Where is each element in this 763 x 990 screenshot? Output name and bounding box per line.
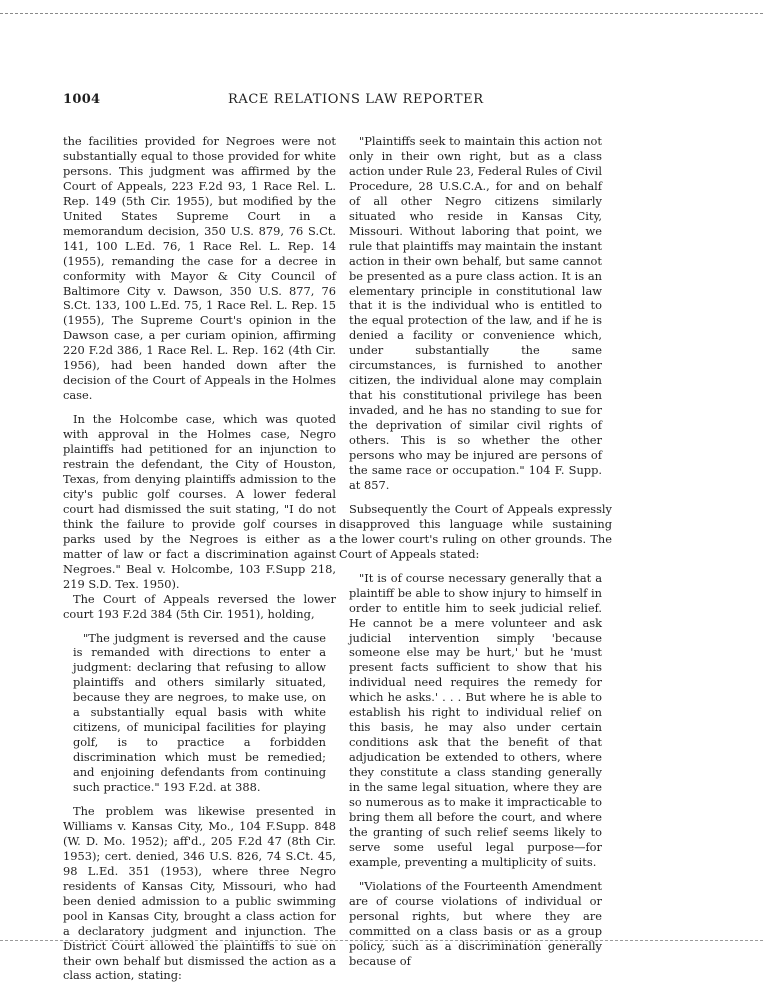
block-quote-fourteenth-amendment: "Violations of the Fourteenth Amendment are of course violations of individual or personal rights, but where they are committed on a class basis or as a group policy, such as a discrimination generally because of [349, 878, 602, 968]
paragraph-holmes-history: the facilities provided for Negroes were not substantially equal to those provided for white persons. This judgment was affirmed by the Court of Appeals, 223 F.2d 93, 1 Race Rel. L. Rep. 149 (5th Cir. 1955), but modified by the United States Supreme Court in a memorandum decision, 350 U.S. 879, 76 S.Ct. 141, 100 L.Ed. 76, 1 Race Rel. L. Rep. 14 (1955), remanding the case for a decree in conformity with Mayor & City Council of Baltimore City v. Dawson, 350 U.S. 877, 76 S.Ct. 133, 100 L.Ed. 75, 1 Race Rel. L. Rep. 15 (1955), The Supreme Court's opinion in the Dawson case, a per curiam opinion, affirming 220 F.2d 386, 1 Race Rel. L. Rep. 162 (4th Cir. 1956), had been handed down after the decision of the Court of Appeals in the Holmes case. [63, 134, 336, 403]
paragraph-williams: The problem was likewise presented in Williams v. Kansas City, Mo., 104 F.Supp. 848 (W. D. Mo. 1952); aff'd., 205 F.2d 47 (8th Cir. 1953); cert. denied, 346 U.S. 826, 74 S.Ct. 45, 98 L.Ed. 351 (1953), where three Negro residents of Kansas City, Missouri, who had been denied admission to a public swimming pool in Kansas City, brought a class action for a declaratory judgment and injunction. The District Court allowed the plaintiffs to sue on their own behalf but dismissed the action as a class action, stating: [63, 803, 336, 983]
block-quote-holding: "The judgment is reversed and the cause is remanded with directions to enter a judgment: declaring that refusing to allow plaintiffs and others similarly situated, because they are negroes, to make use, on a substantially equal basis with white citizens, of municipal facilities for playing golf, is to practice a forbidden discrimination which must be remedied; and enjoining defendants from continuing such practice." 193 F.2d. at 388. [73, 630, 326, 795]
top-scan-rule [0, 13, 763, 14]
paragraph-subsequently: Subsequently the Court of Appeals expressly disapproved this language while sustaining the lower court's ruling on other grounds. The Court of Appeals stated: [339, 501, 612, 561]
block-quote-district-court: "Plaintiffs seek to maintain this action not only in their own right, but as a class action under Rule 23, Federal Rules of Civil Procedure, 28 U.S.C.A., for and on behalf of all other Negro citizens similarly situated who reside in Kansas City, Missouri. Without laboring that point, we rule that plaintiffs may maintain the instant action in their own behalf, but same cannot be presented as a pure class action. It is an elementary principle in constitutional law that it is the individual who is entitled to the equal protection of the law, and if he is denied a facility or convenience which, under substantially the same circumstances, is furnished to another citizen, the individual alone may complain that his constitutional privilege has been invaded, and he has no standing to sue for the deprivation of similar civil rights of others. This is so whether the other persons who may be injured are persons of the same race or occupation." 104 F. Supp. at 857. [349, 134, 602, 492]
bottom-scan-rule [0, 940, 763, 941]
running-head: RACE RELATIONS LAW REPORTER [228, 92, 484, 107]
page-number: 1004 [63, 92, 101, 107]
left-column [63, 134, 336, 983]
paragraph-court-of-appeals: The Court of Appeals reversed the lower court 193 F.2d 384 (5th Cir. 1951), holding, [63, 591, 336, 621]
right-column [339, 134, 612, 968]
paragraph-holcombe: In the Holcombe case, which was quoted with approval in the Holmes case, Negro plaintiffs had petitioned for an injunction to restrain the defendant, the City of Houston, Texas, from denying plaintiffs admission to the city's public golf courses. A lower federal court had dismissed the suit stating, "I do not think the failure to provide golf courses in parks used by the Negroes is either as a matter of law or fact a discrimination against Negroes." Beal v. Holcombe, 103 F.Supp 218, 219 S.D. Tex. 1950). [63, 412, 336, 591]
block-quote-appeals-standing: "It is of course necessary generally that a plaintiff be able to show injury to himself in order to entitle him to seek judicial relief. He cannot be a mere volunteer and ask judicial intervention simply 'because someone else may be hurt,' but he 'must present facts sufficient to show that his individual need requires the remedy for which he asks.' . . . But where he is able to establish his right to individual relief on this basis, he may also under certain conditions ask that the benefit of that adjudication be extended to others, where they constitute a class standing generally in the same legal situation, where they are so numerous as to make it impracticable to bring them all before the court, and where the granting of such relief seems likely to serve some useful legal purpose—for example, preventing a multiplicity of suits. [349, 570, 602, 869]
